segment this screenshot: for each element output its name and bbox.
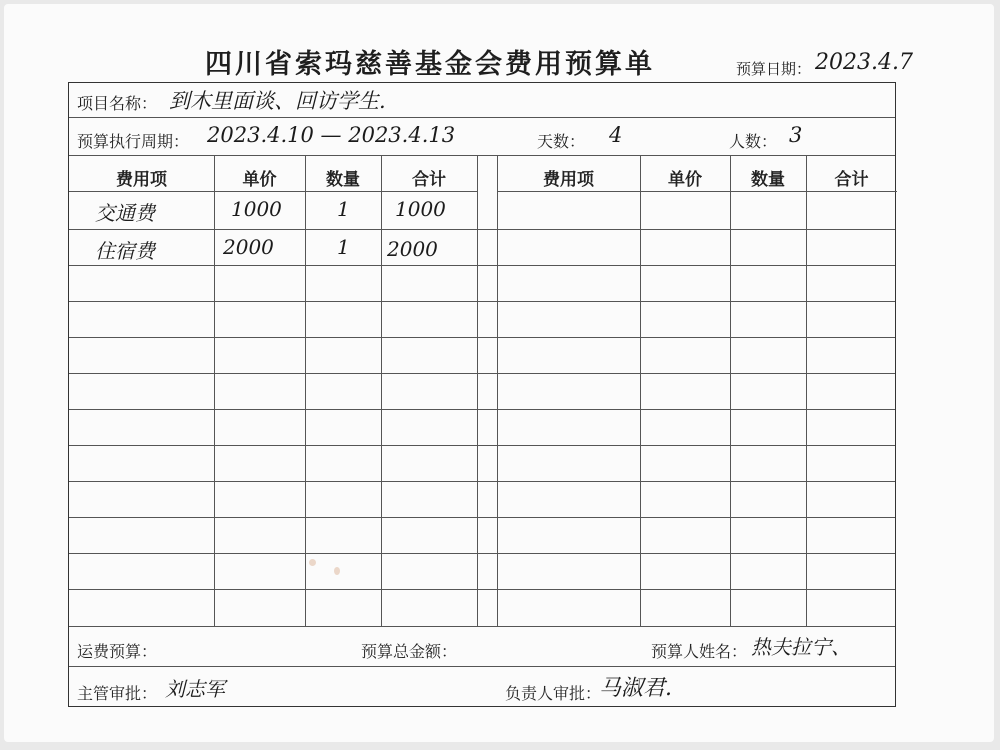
days-value: 4 [609, 123, 623, 147]
budget-date-label: 预算日期： [736, 60, 812, 78]
budget-form-table [68, 82, 896, 707]
freight-budget-label: 运费预算： [77, 642, 158, 661]
project-name-label: 项目名称： [77, 94, 158, 113]
supervisor-signature: 刘志军 [165, 677, 225, 701]
header-unit-price-left: 单价 [242, 170, 277, 190]
header-total-left: 合计 [412, 170, 446, 190]
header-item-left: 费用项 [116, 170, 167, 190]
budgeter-signature: 热夫拉宁、 [751, 635, 851, 659]
leader-signature: 马淑君. [599, 676, 672, 701]
row1-item: 交通费 [95, 201, 155, 225]
row2-quantity: 1 [337, 235, 350, 259]
header-unit-price-right: 单价 [668, 170, 702, 190]
project-name-value: 到木里面谈、回访学生. [169, 89, 386, 113]
total-amount-label: 预算总金额： [361, 642, 458, 661]
leader-approval-label: 负责人审批： [505, 684, 602, 703]
row1-total: 1000 [395, 197, 446, 221]
header-quantity-right: 数量 [751, 170, 785, 190]
people-value: 3 [789, 123, 803, 147]
form-title: 四川省索玛慈善基金会费用预算单 [205, 49, 655, 80]
period-label: 预算执行周期： [77, 132, 190, 151]
budget-date-value: 2023.4.7 [815, 50, 913, 75]
budgeter-name-label: 预算人姓名： [651, 642, 748, 661]
row2-total: 2000 [387, 237, 438, 261]
row1-quantity: 1 [337, 197, 350, 221]
period-value: 2023.4.10 — 2023.4.13 [207, 123, 456, 147]
days-label: 天数： [537, 132, 586, 151]
row2-item: 住宿费 [95, 239, 155, 263]
people-label: 人数： [729, 132, 778, 151]
header-total-right: 合计 [834, 170, 869, 190]
row2-unit-price: 2000 [223, 235, 274, 259]
paper-stain [334, 567, 340, 575]
paper-stain [309, 559, 316, 566]
header-item-right: 费用项 [543, 170, 594, 190]
header-quantity-left: 数量 [326, 170, 360, 190]
supervisor-approval-label: 主管审批： [77, 684, 158, 703]
row1-unit-price: 1000 [231, 197, 282, 221]
